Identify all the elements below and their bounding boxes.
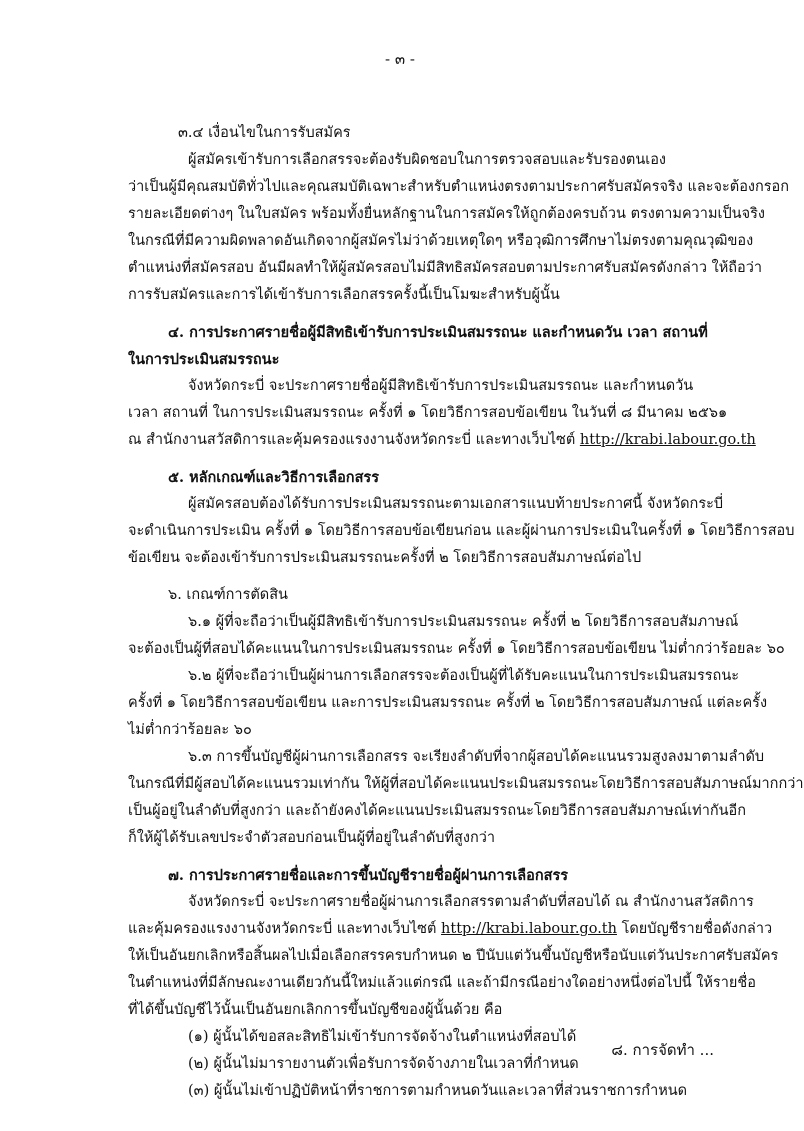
line-text: จะต้องเป็นผู้ที่สอบได้คะแนนในการประเมินสมรรถนะ ครั้งที่ ๑ โดยวิธีการสอบข้อเขียน ไม่ต่ำกว่าร้อยละ ๖๐ — [128, 641, 785, 657]
text-line — [128, 997, 718, 1024]
text-line — [128, 825, 718, 852]
text-line — [128, 518, 795, 545]
spacer — [128, 454, 718, 464]
line-text: จะดำเนินการประเมิน ครั้งที่ ๑ โดยวิธีการสอบข้อเขียนก่อน และผู้ผ่านการประเมินในครั้งที่ ๑ โดยวิธีการสอบ — [128, 523, 795, 539]
text-line — [128, 717, 718, 744]
line-text: จังหวัดกระบี่ จะประกาศรายชื่อผู้ผ่านการเลือกสรรตามลำดับที่สอบได้ ณ สำนักงานสวัสดิการ — [188, 894, 754, 910]
line-text: ในการประเมินสมรรถนะ — [128, 351, 280, 368]
text-line — [128, 373, 718, 400]
line-text: (๒) ผู้นั้นไม่มารายงานตัวเพื่อรับการจัดจ้างภายในเวลาที่กำหนด — [188, 1056, 579, 1072]
text-line — [128, 582, 718, 609]
spacer — [128, 309, 718, 319]
line-text: ในกรณีที่มีความผิดพลาดอันเกิดจากผู้สมัครไม่ว่าด้วยเหตุใดๆ หรือวุฒิการศึกษาไม่ตรงตามคุณวุฒิของ — [128, 233, 754, 249]
text-line — [128, 545, 718, 572]
text-line — [128, 282, 718, 309]
line-text: ในกรณีที่มีผู้สอบได้คะแนนรวมเท่ากัน ให้ผู้ที่สอบได้คะแนนประเมินสมรรถนะโดยวิธีการสอบสัมภาษณ์มากกว่า — [128, 776, 804, 792]
spacer — [128, 572, 718, 582]
line-text: ครั้งที่ ๑ โดยวิธีการสอบข้อเขียน และการประเมินสมรรถนะ ครั้งที่ ๒ โดยวิธีการสอบสัมภาษณ์ แต่ละครั้ง — [128, 695, 768, 711]
text-line — [128, 346, 718, 373]
line-text: ๖. เกณฑ์การตัดสิน — [168, 587, 288, 603]
line-text: ที่ได้ขึ้นบัญชีไว้นั้นเป็นอันยกเลิกการขึ้นบัญชีของผู้นั้นด้วย คือ — [128, 1002, 503, 1018]
line-text: ไม่ต่ำกว่าร้อยละ ๖๐ — [128, 722, 252, 738]
text-line — [128, 400, 728, 427]
line-text: ให้เป็นอันยกเลิกหรือสิ้นผลไปเมื่อเลือกสรรครบกำหนด ๒ ปีนับแต่วันขึ้นบัญชีหรือนับแต่วันประกาศรับสมัคร — [128, 948, 779, 964]
text-line — [128, 147, 718, 174]
text-line — [128, 943, 779, 970]
text-line — [128, 201, 765, 228]
document-body — [128, 120, 804, 1105]
line-text-after-link: โดยบัญชีรายชื่อดังกล่าว — [616, 921, 773, 937]
line-text: (๓) ผู้นั้นไม่เข้าปฏิบัติหน้าที่ราชการตามกำหนดวันและเวลาที่ส่วนราชการกำหนด — [188, 1083, 688, 1099]
line-text: ๖.๑ ผู้ที่จะถือว่าเป็นผู้มีสิทธิเข้ารับการประเมินสมรรถนะ ครั้งที่ ๒ โดยวิธีการสอบสัมภาษณ์ — [188, 614, 739, 630]
line-text: ณ สำนักงานสวัสดิการและคุ้มครองแรงงานจังหวัดกระบี่ และทางเว็บไซต์ — [128, 432, 580, 448]
line-text: จังหวัดกระบี่ จะประกาศรายชื่อผู้มีสิทธิเข้ารับการประเมินสมรรถนะ และกำหนดวัน — [188, 378, 694, 394]
text-line — [128, 427, 756, 454]
text-line — [128, 1078, 718, 1105]
text-line — [128, 690, 768, 717]
text-line — [128, 663, 740, 690]
line-text: (๑) ผู้นั้นได้ขอสละสิทธิไม่เข้ารับการจัดจ้างในตำแหน่งที่สอบได้ — [188, 1029, 577, 1045]
text-line — [128, 744, 765, 771]
page-number: - ๓ - — [385, 50, 415, 68]
text-line — [128, 491, 724, 518]
spacer — [128, 852, 718, 862]
line-text: และคุ้มครองแรงงานจังหวัดกระบี่ และทางเว็บไซต์ — [128, 921, 442, 937]
line-text: ผู้สมัครเข้ารับการเลือกสรรจะต้องรับผิดชอบในการตรวจสอบและรับรองตนเอง — [188, 152, 666, 168]
text-line — [128, 464, 718, 491]
line-text: ตำแหน่งที่สมัครสอบ อันมีผลทำให้ผู้สมัครสอบไม่มีสิทธิสมัครสอบตามประกาศรับสมัครดังกล่าว ให้ถือว่า — [128, 260, 763, 276]
text-line — [128, 609, 739, 636]
line-text: ๖.๒ ผู้ที่จะถือว่าเป็นผู้ผ่านการเลือกสรรจะต้องเป็นผู้ที่ได้รับคะแนนในการประเมินสมรรถนะ — [188, 668, 740, 684]
line-text: ก็ให้ผู้ได้รับเลขประจำตัวสอบก่อนเป็นผู้ที่อยู่ในลำดับที่สูงกว่า — [128, 830, 496, 846]
text-line — [128, 120, 718, 147]
line-text: ๕. หลักเกณฑ์และวิธีการเลือกสรร — [168, 469, 379, 486]
text-line — [128, 970, 756, 997]
text-line — [128, 174, 790, 201]
text-line — [128, 319, 718, 346]
website-link[interactable]: http://krabi.labour.go.th — [441, 921, 617, 937]
line-text: ๔. การประกาศรายชื่อผู้มีสิทธิเข้ารับการประเมินสมรรถนะ และกำหนดวัน เวลา สถานที่ — [168, 324, 708, 341]
continuation-marker: ๘. การจัดทำ ... — [611, 1041, 714, 1059]
text-line — [128, 636, 785, 663]
text-line — [128, 798, 747, 825]
line-text: ๓.๔ เงื่อนไขในการรับสมัคร — [178, 125, 351, 141]
line-text: ข้อเขียน จะต้องเข้ารับการประเมินสมรรถนะครั้งที่ ๒ โดยวิธีการสอบสัมภาษณ์ต่อไป — [128, 550, 642, 566]
text-line — [128, 228, 754, 255]
text-line — [128, 771, 804, 798]
text-line — [128, 916, 773, 943]
website-link[interactable]: http://krabi.labour.go.th — [579, 432, 756, 448]
text-line — [128, 255, 763, 282]
text-line — [128, 862, 718, 889]
line-text: ๖.๓ การขึ้นบัญชีผู้ผ่านการเลือกสรร จะเรียงลำดับที่จากผู้สอบได้คะแนนรวมสูงลงมาตามลำดับ — [188, 749, 765, 765]
line-text: ในตำแหน่งที่มีลักษณะงานเดียวกันนี้ใหม่แล้วแต่กรณี และถ้ามีกรณีอย่างใดอย่างหนึ่งต่อไปนี้ ให้รายชื่อ — [128, 975, 756, 991]
text-line — [128, 889, 754, 916]
line-text: การรับสมัครและการได้เข้ารับการเลือกสรรครั้งนี้เป็นโมฆะสำหรับผู้นั้น — [128, 287, 560, 303]
line-text: ผู้สมัครสอบต้องได้รับการประเมินสมรรถนะตามเอกสารแนบท้ายประกาศนี้ จังหวัดกระบี่ — [188, 496, 724, 512]
line-text: ว่าเป็นผู้มีคุณสมบัติทั่วไปและคุณสมบัติเฉพาะสำหรับตำแหน่งตรงตามประกาศรับสมัครจริง และจะต้องกรอก — [128, 179, 790, 195]
line-text: รายละเอียดต่างๆ ในใบสมัคร พร้อมทั้งยื่นหลักฐานในการสมัครให้ถูกต้องครบถ้วน ตรงตามความเป็นจริง — [128, 206, 765, 222]
line-text: เวลา สถานที่ ในการประเมินสมรรถนะ ครั้งที่ ๑ โดยวิธีการสอบข้อเขียน ในวันที่ ๘ มีนาคม ๒๕๖๑ — [128, 405, 728, 421]
line-text: เป็นผู้อยู่ในลำดับที่สูงกว่า และถ้ายังคงได้คะแนนประเมินสมรรถนะโดยวิธีการสอบสัมภาษณ์เท่ากันอีก — [128, 803, 747, 819]
line-text: ๗. การประกาศรายชื่อและการขึ้นบัญชีรายชื่อผู้ผ่านการเลือกสรร — [168, 867, 569, 884]
